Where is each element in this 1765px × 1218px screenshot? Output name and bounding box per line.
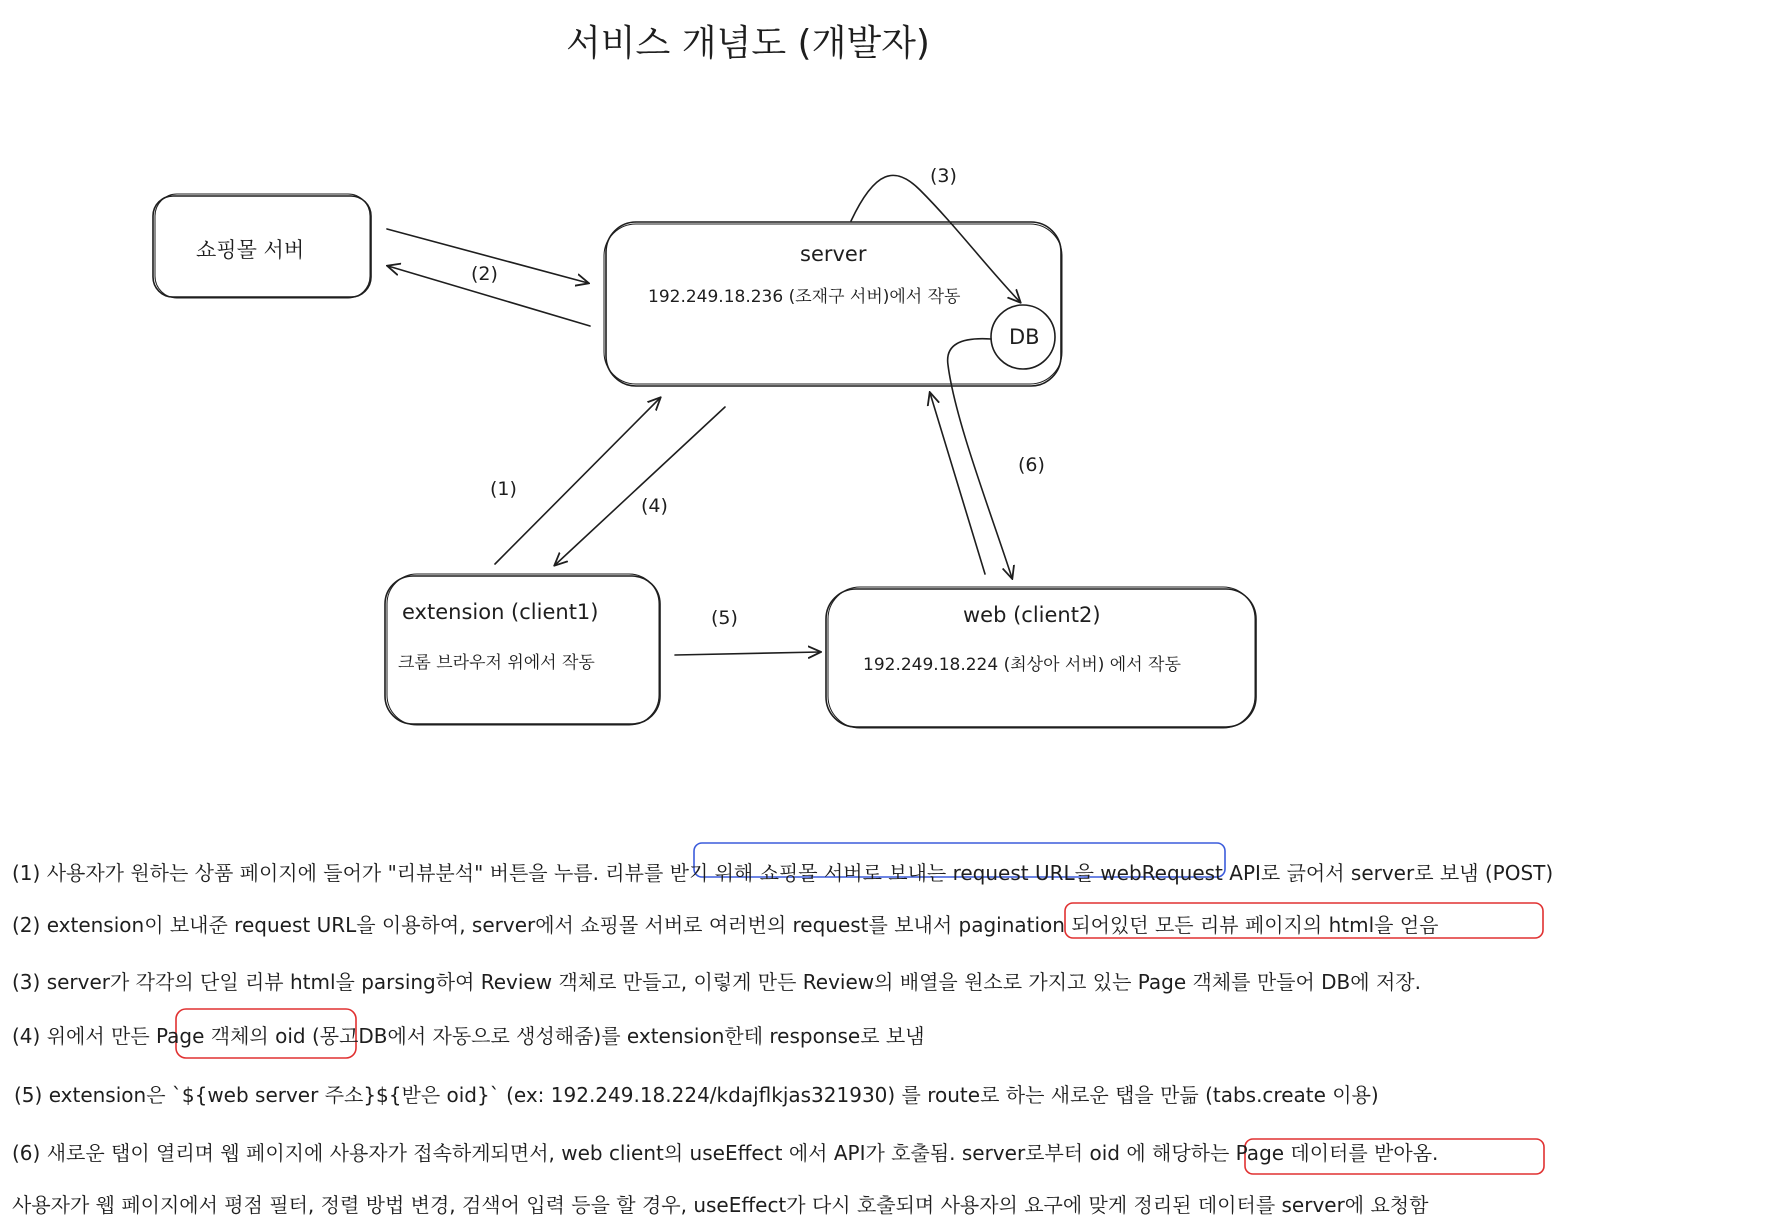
edge-label-4: (4): [641, 495, 668, 517]
edge-label-1: (1): [490, 478, 517, 500]
edge-6-to-web: [948, 339, 1012, 578]
server-label: server: [800, 242, 867, 266]
description-step-3: (3) server가 각각의 단일 리뷰 html을 parsing하여 Review 객체로 만들고, 이렇게 만든 Review의 배열을 원소로 가지고 있는 Page 객체를 만들어 DB에 저장.: [12, 970, 1421, 994]
description-followup: 사용자가 웹 페이지에서 평점 필터, 정렬 방법 변경, 검색어 입력 등을 할 경우, useEffect가 다시 호출되며 사용자의 요구에 맞게 정리된 데이터를 server에 요청함: [12, 1193, 1429, 1217]
edge-4-to-extension: [555, 407, 725, 565]
description-step-6: (6) 새로운 탭이 열리며 웹 페이지에 사용자가 접속하게되면서, web client의 useEffect 에서 API가 호출됨. server로부터 oid 에 해당하는 Page 데이터를 받아옴.: [12, 1141, 1439, 1165]
edge-label-5: (5): [711, 607, 738, 629]
description-step-4: (4) 위에서 만든 Page 객체의 oid (몽고DB에서 자동으로 생성해줌)를 extension한테 response로 보냄: [12, 1024, 925, 1048]
extension-label: extension (client1): [402, 600, 599, 624]
web-sub-label: 192.249.18.224 (최상아 서버) 에서 작동: [863, 655, 1181, 675]
description-step-5: (5) extension은 `${web server 주소}${받은 oid}` (ex: 192.249.18.224/kdajflkjas321930) 를 route로 하는 새로운 탭을 만듦 (tabs.create 이용): [14, 1083, 1379, 1107]
edge-label-6: (6): [1018, 454, 1045, 476]
edge-label-2: (2): [471, 263, 498, 285]
web-label: web (client2): [963, 603, 1101, 627]
page-title: 서비스 개념도 (개발자): [566, 23, 930, 64]
server-sub-label: 192.249.18.236 (조재구 서버)에서 작동: [648, 287, 961, 307]
db-label: DB: [1009, 325, 1040, 349]
edge-5-to-web: [675, 652, 820, 655]
edge-1-to-server: [495, 398, 660, 564]
extension-sub-label: 크롬 브라우저 위에서 작동: [398, 653, 595, 673]
edge-label-3: (3): [930, 165, 957, 187]
edge-6-to-server: [930, 393, 985, 574]
description-step-2: (2) extension이 보내준 request URL을 이용하여, server에서 쇼핑몰 서버로 여러번의 request를 보내서 pagination 되어있던 모든 리뷰 페이지의 html을 얻음: [12, 913, 1439, 937]
description-step-1: (1) 사용자가 원하는 상품 페이지에 들어가 "리뷰분석" 버튼을 누름. 리뷰를 받기 위해 쇼핑몰 서버로 보내는 request URL을 webRequest API로 긁어서 server로 보냄 (POST): [12, 861, 1554, 885]
shop-server-label: 쇼핑몰 서버: [196, 238, 305, 262]
